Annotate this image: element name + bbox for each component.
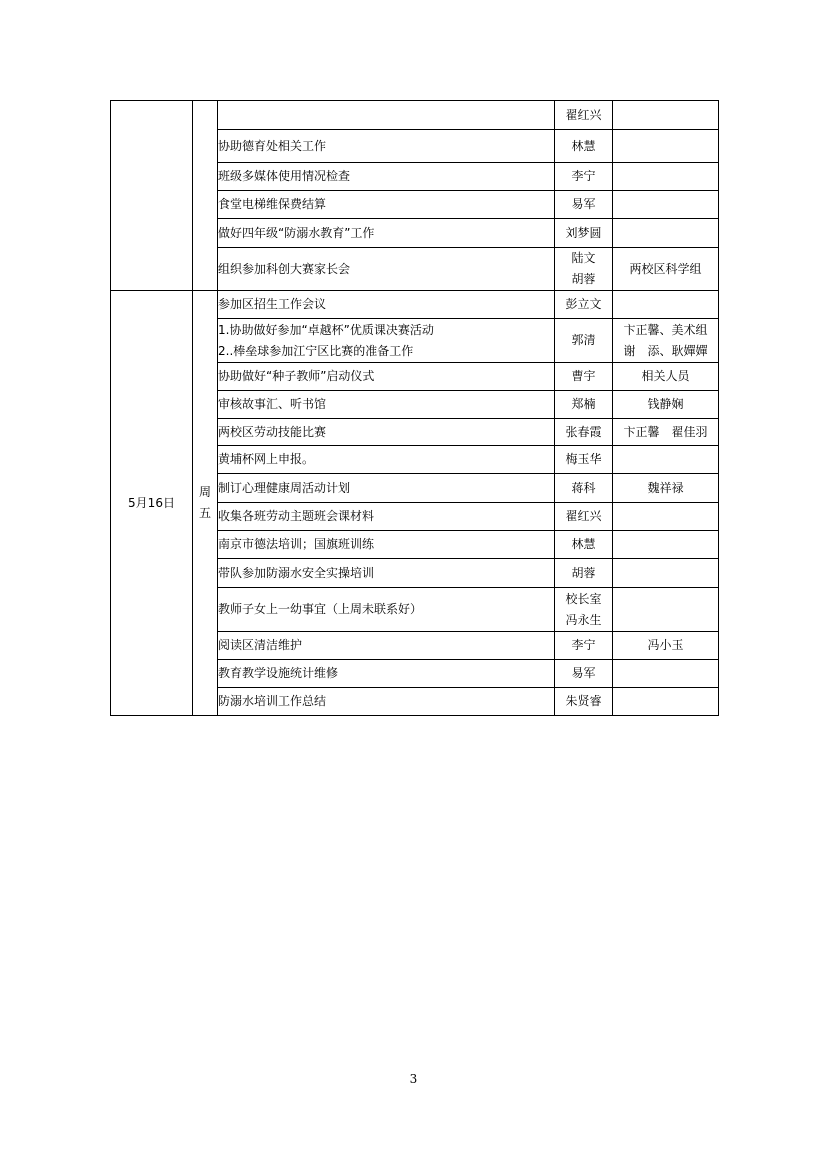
task-cell-line: 2..棒垒球参加江宁区比赛的准备工作 — [218, 343, 414, 358]
helper-cell — [613, 419, 719, 446]
task-cell — [218, 588, 555, 632]
person-cell-line: 陆文 — [571, 251, 596, 265]
task-cell — [218, 319, 555, 363]
task-cell — [218, 101, 555, 130]
helper-cell — [613, 319, 719, 363]
helper-cell — [613, 660, 719, 688]
helper-cell — [613, 363, 719, 391]
person-cell — [555, 248, 613, 291]
helper-cell — [613, 191, 719, 219]
helper-cell-line: 谢 添、耿嬋嬋 — [623, 343, 708, 358]
schedule-table — [110, 100, 719, 716]
helper-cell — [613, 163, 719, 191]
task-cell-line: 协助做好“种子教师”启动仪式 — [218, 369, 375, 383]
person-cell-line: 刘梦圆 — [565, 225, 602, 240]
task-cell — [218, 191, 555, 219]
date-cell — [111, 101, 193, 291]
task-cell — [218, 446, 555, 474]
person-cell — [555, 391, 613, 419]
task-cell-line: 黄埔杯网上申报。 — [218, 452, 315, 466]
task-cell-line: 协助德育处相关工作 — [218, 138, 327, 153]
task-cell — [218, 688, 555, 716]
person-cell-line: 校长室 — [565, 591, 602, 606]
helper-cell-line: 魏祥禄 — [647, 480, 684, 495]
person-cell — [555, 319, 613, 363]
table-row — [111, 291, 719, 319]
person-cell-line: 梅玉华 — [565, 452, 602, 466]
weekday-cell — [193, 101, 218, 291]
task-cell — [218, 559, 555, 588]
helper-cell — [613, 688, 719, 716]
person-cell-line: 冯永生 — [565, 612, 602, 627]
helper-cell-line: 钱静娴 — [647, 397, 684, 411]
helper-cell-line: 卞正馨、美术组 — [623, 322, 708, 337]
person-cell — [555, 531, 613, 559]
helper-cell — [613, 391, 719, 419]
person-cell — [555, 503, 613, 531]
task-cell-line: 教师子女上一幼事宜（上周未联系好） — [218, 602, 423, 616]
person-cell-line: 张春霞 — [565, 424, 602, 439]
task-cell-line: 阅读区清洁维护 — [218, 638, 303, 652]
person-cell — [555, 474, 613, 503]
task-cell-line: 制订心理健康周活动计划 — [218, 480, 351, 495]
person-cell-line: 易军 — [571, 666, 596, 680]
weekday-cell-line: 周 — [198, 485, 211, 499]
person-cell-line: 翟红兴 — [565, 107, 602, 122]
task-cell-line: 带队参加防溺水安全实操培训 — [218, 565, 375, 580]
task-cell-line: 班级多媒体使用情况检查 — [218, 169, 351, 183]
helper-cell — [613, 503, 719, 531]
person-cell-line: 林慧 — [571, 537, 596, 551]
person-cell — [555, 191, 613, 219]
helper-cell — [613, 130, 719, 163]
person-cell — [555, 660, 613, 688]
task-cell — [218, 219, 555, 248]
task-cell — [218, 531, 555, 559]
person-cell-line: 林慧 — [571, 138, 596, 153]
helper-cell-line: 相关人员 — [641, 369, 690, 383]
task-cell-line: 防溺水培训工作总结 — [218, 694, 327, 708]
task-cell — [218, 248, 555, 291]
person-cell-line: 郭清 — [571, 333, 596, 347]
task-cell — [218, 363, 555, 391]
person-cell-line: 易军 — [571, 197, 596, 211]
person-cell — [555, 363, 613, 391]
helper-cell — [613, 219, 719, 248]
person-cell — [555, 219, 613, 248]
task-cell-line: 做好四年级“防溺水教育”工作 — [218, 225, 375, 240]
person-cell-line: 彭立文 — [565, 297, 602, 311]
person-cell — [555, 559, 613, 588]
table-row — [111, 101, 719, 130]
person-cell-line: 胡蓉 — [571, 272, 596, 286]
person-cell — [555, 588, 613, 632]
task-cell-line: 参加区招生工作会议 — [218, 297, 327, 311]
weekday-cell — [193, 291, 218, 716]
person-cell — [555, 419, 613, 446]
person-cell-line: 李宁 — [571, 169, 596, 183]
person-cell-line: 胡蓉 — [571, 565, 596, 580]
helper-cell-line: 冯小玉 — [647, 638, 684, 652]
person-cell-line: 翟红兴 — [565, 509, 602, 523]
task-cell — [218, 632, 555, 660]
task-cell — [218, 503, 555, 531]
person-cell — [555, 130, 613, 163]
task-cell — [218, 130, 555, 163]
helper-cell — [613, 101, 719, 130]
helper-cell — [613, 559, 719, 588]
person-cell — [555, 101, 613, 130]
helper-cell — [613, 446, 719, 474]
task-cell-line: 收集各班劳动主题班会课材料 — [218, 509, 375, 523]
person-cell-line: 曹宇 — [571, 369, 596, 383]
helper-cell — [613, 531, 719, 559]
date-cell: 5月16日 — [111, 291, 193, 716]
person-cell — [555, 446, 613, 474]
person-cell — [555, 688, 613, 716]
helper-cell — [613, 474, 719, 503]
task-cell-line: 审核故事汇、听书馆 — [218, 397, 327, 411]
task-cell-line: 南京市德法培训；国旗班训练 — [218, 537, 375, 551]
weekday-cell-line: 五 — [198, 506, 211, 520]
person-cell — [555, 291, 613, 319]
page-number: 3 — [409, 1072, 418, 1086]
task-cell — [218, 291, 555, 319]
task-cell — [218, 391, 555, 419]
helper-cell — [613, 248, 719, 291]
task-cell-line: 1.协助做好参加“卓越杯”优质课决赛活动 — [218, 322, 434, 337]
helper-cell — [613, 588, 719, 632]
task-cell — [218, 419, 555, 446]
helper-cell — [613, 632, 719, 660]
person-cell-line: 李宁 — [571, 638, 596, 652]
task-cell-line: 食堂电梯维保费结算 — [218, 197, 327, 211]
person-cell — [555, 632, 613, 660]
helper-cell-line: 两校区科学组 — [629, 261, 702, 276]
person-cell-line: 蒋科 — [571, 480, 596, 495]
helper-cell — [613, 291, 719, 319]
person-cell-line: 郑楠 — [571, 397, 596, 411]
task-cell — [218, 163, 555, 191]
person-cell-line: 朱贤睿 — [565, 694, 602, 708]
task-cell — [218, 660, 555, 688]
task-cell — [218, 474, 555, 503]
helper-cell-line: 卞正馨 翟佳羽 — [623, 424, 708, 439]
task-cell-line: 组织参加科创大赛家长会 — [218, 261, 351, 276]
task-cell-line: 两校区劳动技能比赛 — [218, 424, 327, 439]
person-cell — [555, 163, 613, 191]
task-cell-line: 教育教学设施统计维修 — [218, 666, 339, 680]
